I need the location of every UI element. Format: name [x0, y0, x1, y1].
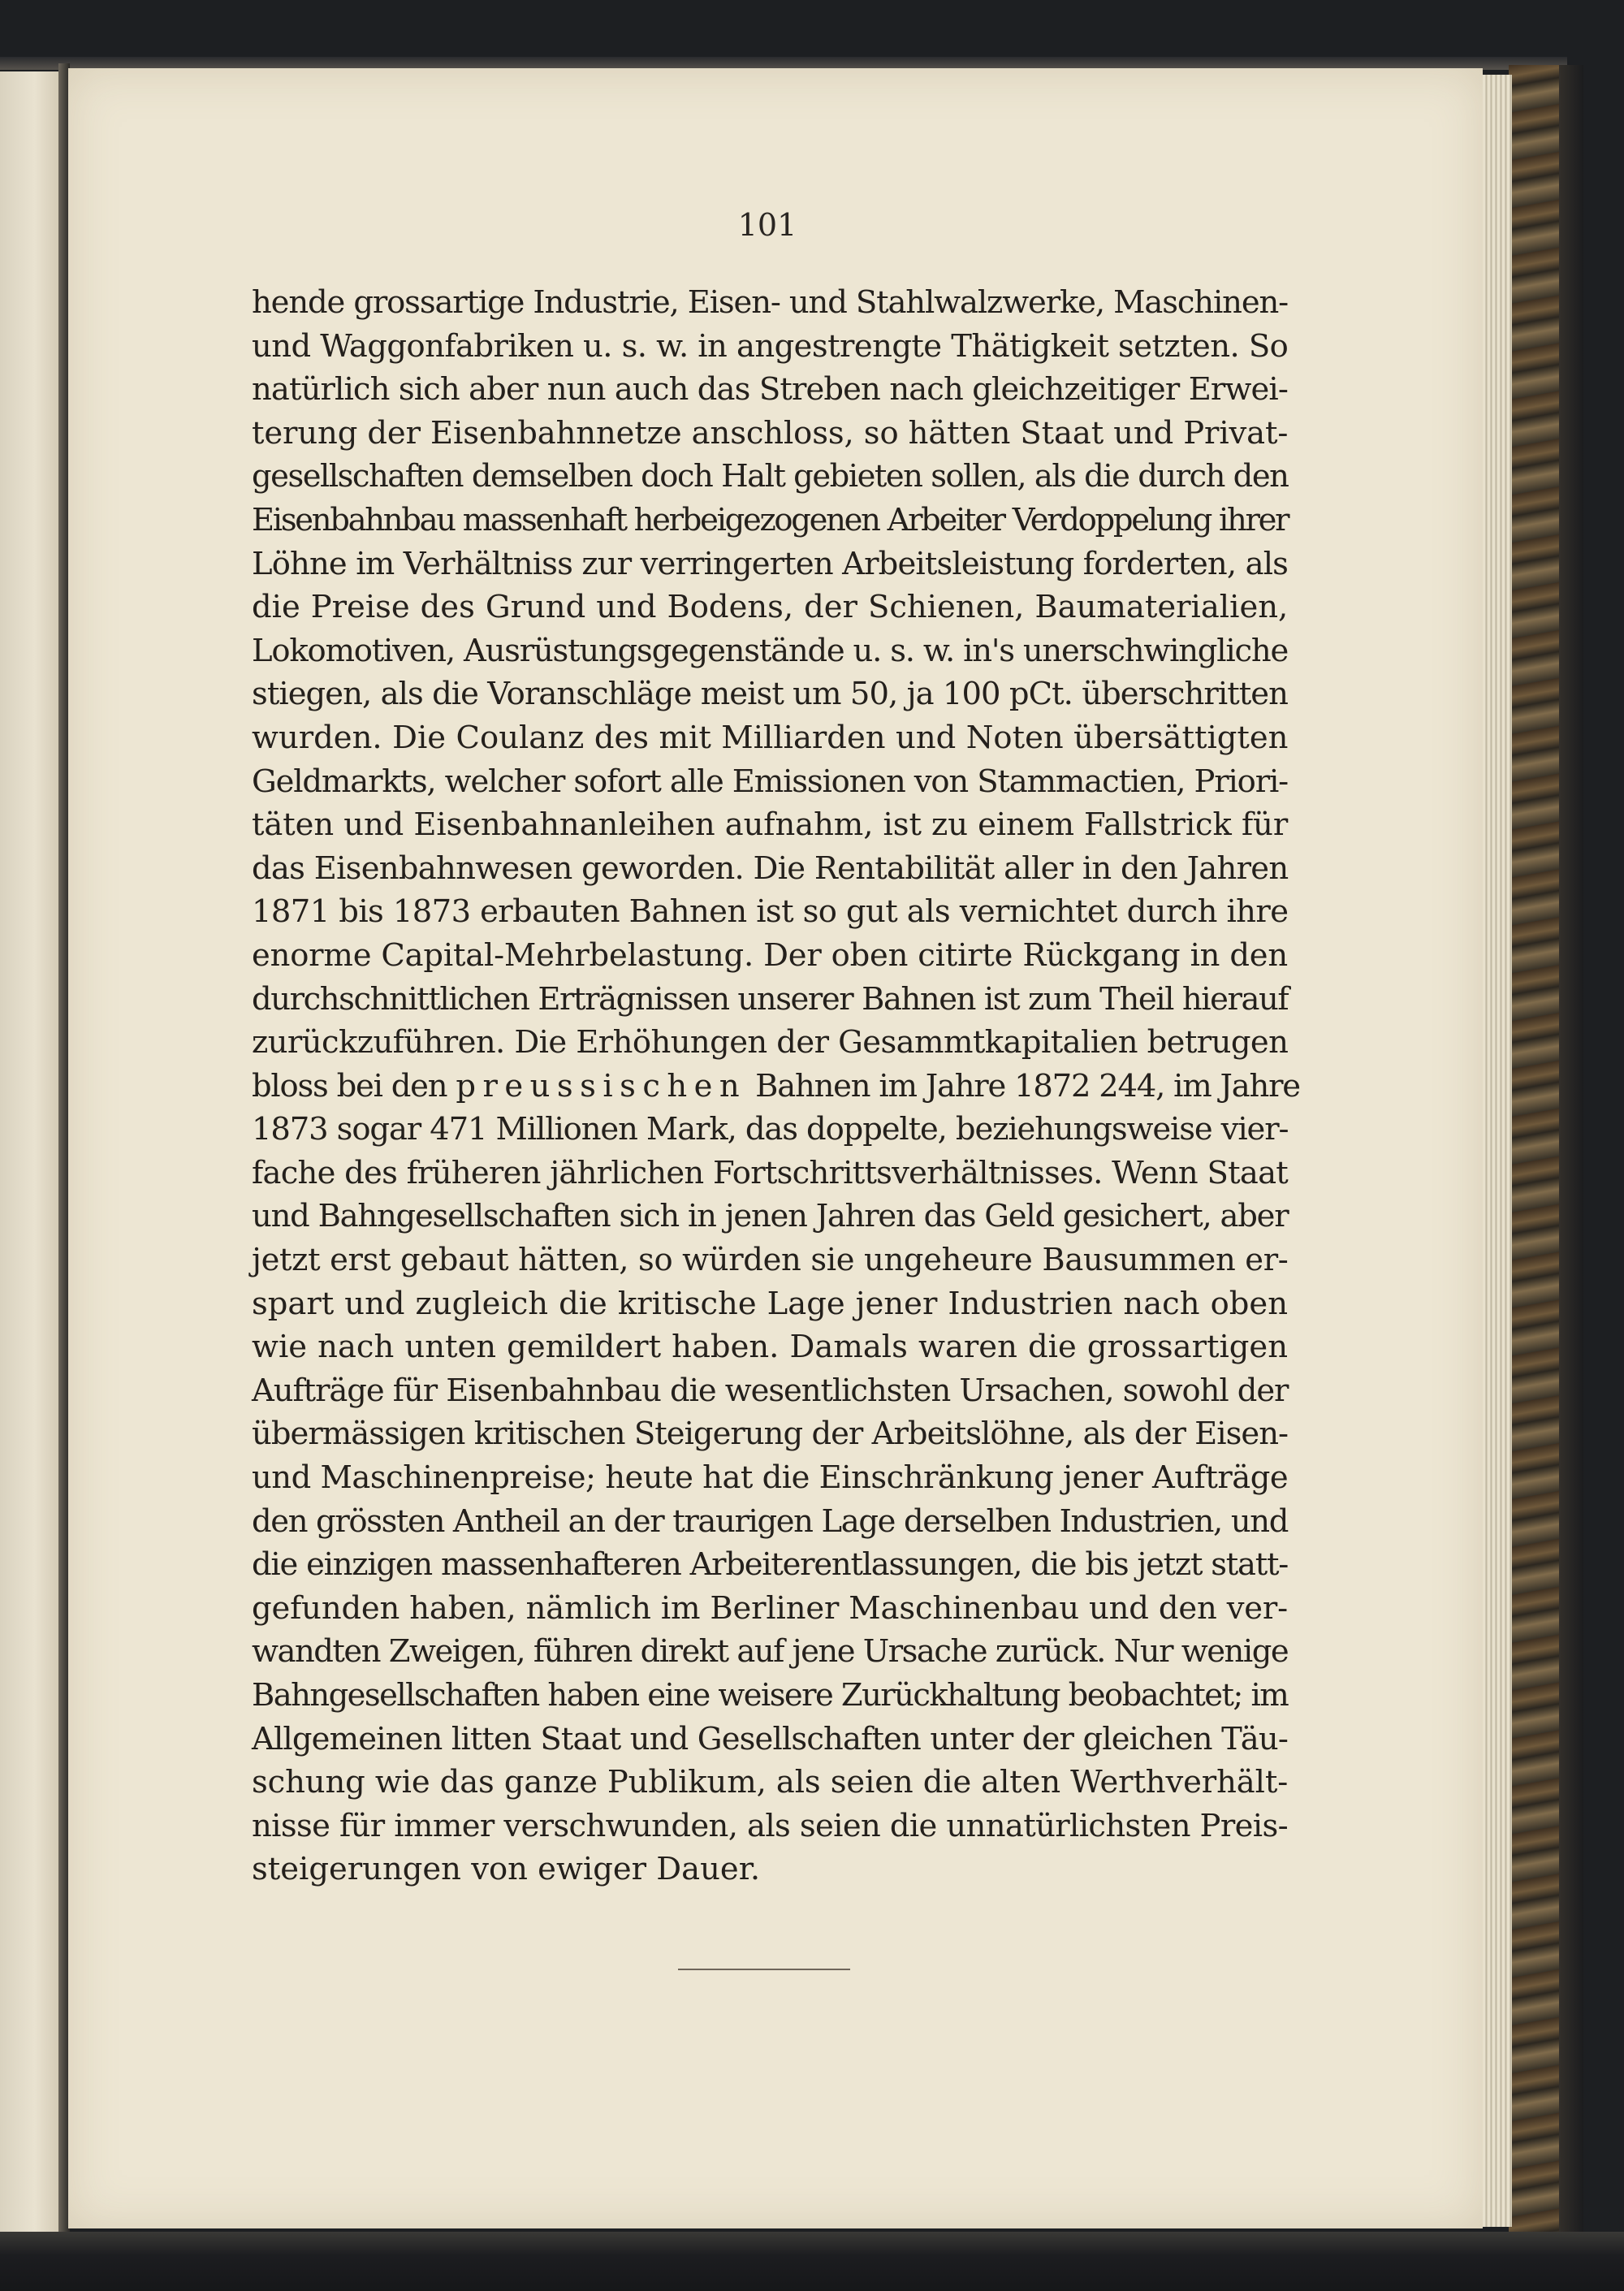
text-line: hende grossartige Industrie, Eisen- und Stahlwalzwerke, Maschinen-: [252, 284, 1289, 321]
text-line: nisse für immer verschwunden, als seien die unnatürlichsten Preis-: [252, 1807, 1288, 1844]
text-line: wurden. Die Coulanz des mit Milliarden und Noten übersättigten: [252, 719, 1289, 756]
text-line: gefunden haben, nämlich im Berliner Maschinenbau und den ver-: [252, 1589, 1288, 1627]
text-line: die einzigen massenhafteren Arbeiterentlassungen, die bis jetzt statt-: [252, 1546, 1288, 1584]
text-line: 1873 sogar 471 Millionen Mark, das doppelte, beziehungsweise vier-: [252, 1111, 1289, 1148]
text-fragment: Bahnen im Jahre 1872 244, im Jahre: [746, 1067, 1300, 1104]
marbled-cover-edge: [1509, 65, 1559, 2241]
text-line: enorme Capital-Mehrbelastung. Der oben citirte Rückgang in den: [252, 936, 1288, 974]
text-line: Allgemeinen litten Staat und Gesellschaften unter der gleichen Täu-: [252, 1720, 1288, 1757]
text-line: wandten Zweigen, führen direkt auf jene Ursache zurück. Nur wenige: [252, 1633, 1289, 1671]
text-line: Bahngesellschaften haben eine weisere Zurückhaltung beobachtet; im: [252, 1677, 1289, 1714]
text-line: zurückzuführen. Die Erhöhungen der Gesammtkapitalien betrugen: [252, 1024, 1289, 1061]
page-number: 101: [737, 207, 797, 243]
text-line: [252, 1065, 1300, 1109]
text-line: und Waggonfabriken u. s. w. in angestrengte Thätigkeit setzten. So: [252, 327, 1289, 365]
text-line: natürlich sich aber nun auch das Streben nach gleichzeitiger Erwei-: [252, 371, 1288, 408]
text-line: wie nach unten gemildert haben. Damals waren die grossartigen: [252, 1329, 1288, 1366]
text-line: übermässigen kritischen Steigerung der Arbeitslöhne, als der Eisen-: [252, 1416, 1289, 1453]
text-line: jetzt erst gebaut hätten, so würden sie ungeheure Bausummen er-: [252, 1242, 1289, 1279]
text-line: 1871 bis 1873 erbauten Bahnen ist so gut als vernichtet durch ihre: [252, 893, 1289, 931]
emphasized-word: preussischen: [456, 1067, 747, 1104]
section-end-rule: [678, 1969, 850, 1970]
text-line: Eisenbahnbau massenhaft herbeigezogenen Arbeiter Verdoppelung ihrer: [252, 501, 1289, 538]
text-line: schung wie das ganze Publikum, als seien die alten Werthverhält-: [252, 1764, 1289, 1801]
text-line: steigerungen von ewiger Dauer.: [252, 1851, 761, 1888]
text-line: gesellschaften demselben doch Halt gebieten sollen, als die durch den: [252, 458, 1289, 495]
text-fragment: bloss bei den: [252, 1067, 456, 1104]
text-line: fache des früheren jährlichen Fortschrittsverhältnisses. Wenn Staat: [252, 1154, 1288, 1191]
text-line: die Preise des Grund und Bodens, der Schienen, Baumaterialien,: [252, 589, 1289, 626]
text-line: Lokomotiven, Ausrüstungsgegenstände u. s. w. in's unerschwingliche: [252, 632, 1289, 669]
text-line: durchschnittlichen Erträgnissen unserer Bahnen ist zum Theil hierauf: [252, 980, 1289, 1018]
text-line: das Eisenbahnwesen geworden. Die Rentabilität aller in den Jahren: [252, 849, 1289, 887]
stacked-page-edges: [1478, 75, 1512, 2227]
text-line: und Maschinenpreise; heute hat die Einschränkung jener Aufträge: [252, 1459, 1289, 1497]
text-line: stiegen, als die Voranschläge meist um 50, ja 100 pCt. überschritten: [252, 676, 1288, 713]
bottom-shadow-band: [0, 2232, 1624, 2291]
text-line: Löhne im Verhältniss zur verringerten Arbeitsleistung forderten, als: [252, 545, 1289, 582]
text-line: den grössten Antheil an der traurigen Lage derselben Industrien, und: [252, 1502, 1288, 1540]
text-line: täten und Eisenbahnanleihen aufnahm, ist zu einem Fallstrick für: [252, 806, 1289, 844]
text-line: spart und zugleich die kritische Lage jener Industrien nach oben: [252, 1285, 1288, 1322]
previous-page-edge: [0, 71, 63, 2232]
text-line: und Bahngesellschaften sich in jenen Jahren das Geld gesichert, aber: [252, 1198, 1289, 1235]
text-line: Aufträge für Eisenbahnbau die wesentlichsten Ursachen, sowohl der: [252, 1372, 1289, 1409]
text-line: terung der Eisenbahnnetze anschloss, so hätten Staat und Privat-: [252, 414, 1289, 452]
text-line: Geldmarkts, welcher sofort alle Emissionen von Stammactien, Priori-: [252, 763, 1288, 800]
body-text: [252, 281, 1300, 1891]
